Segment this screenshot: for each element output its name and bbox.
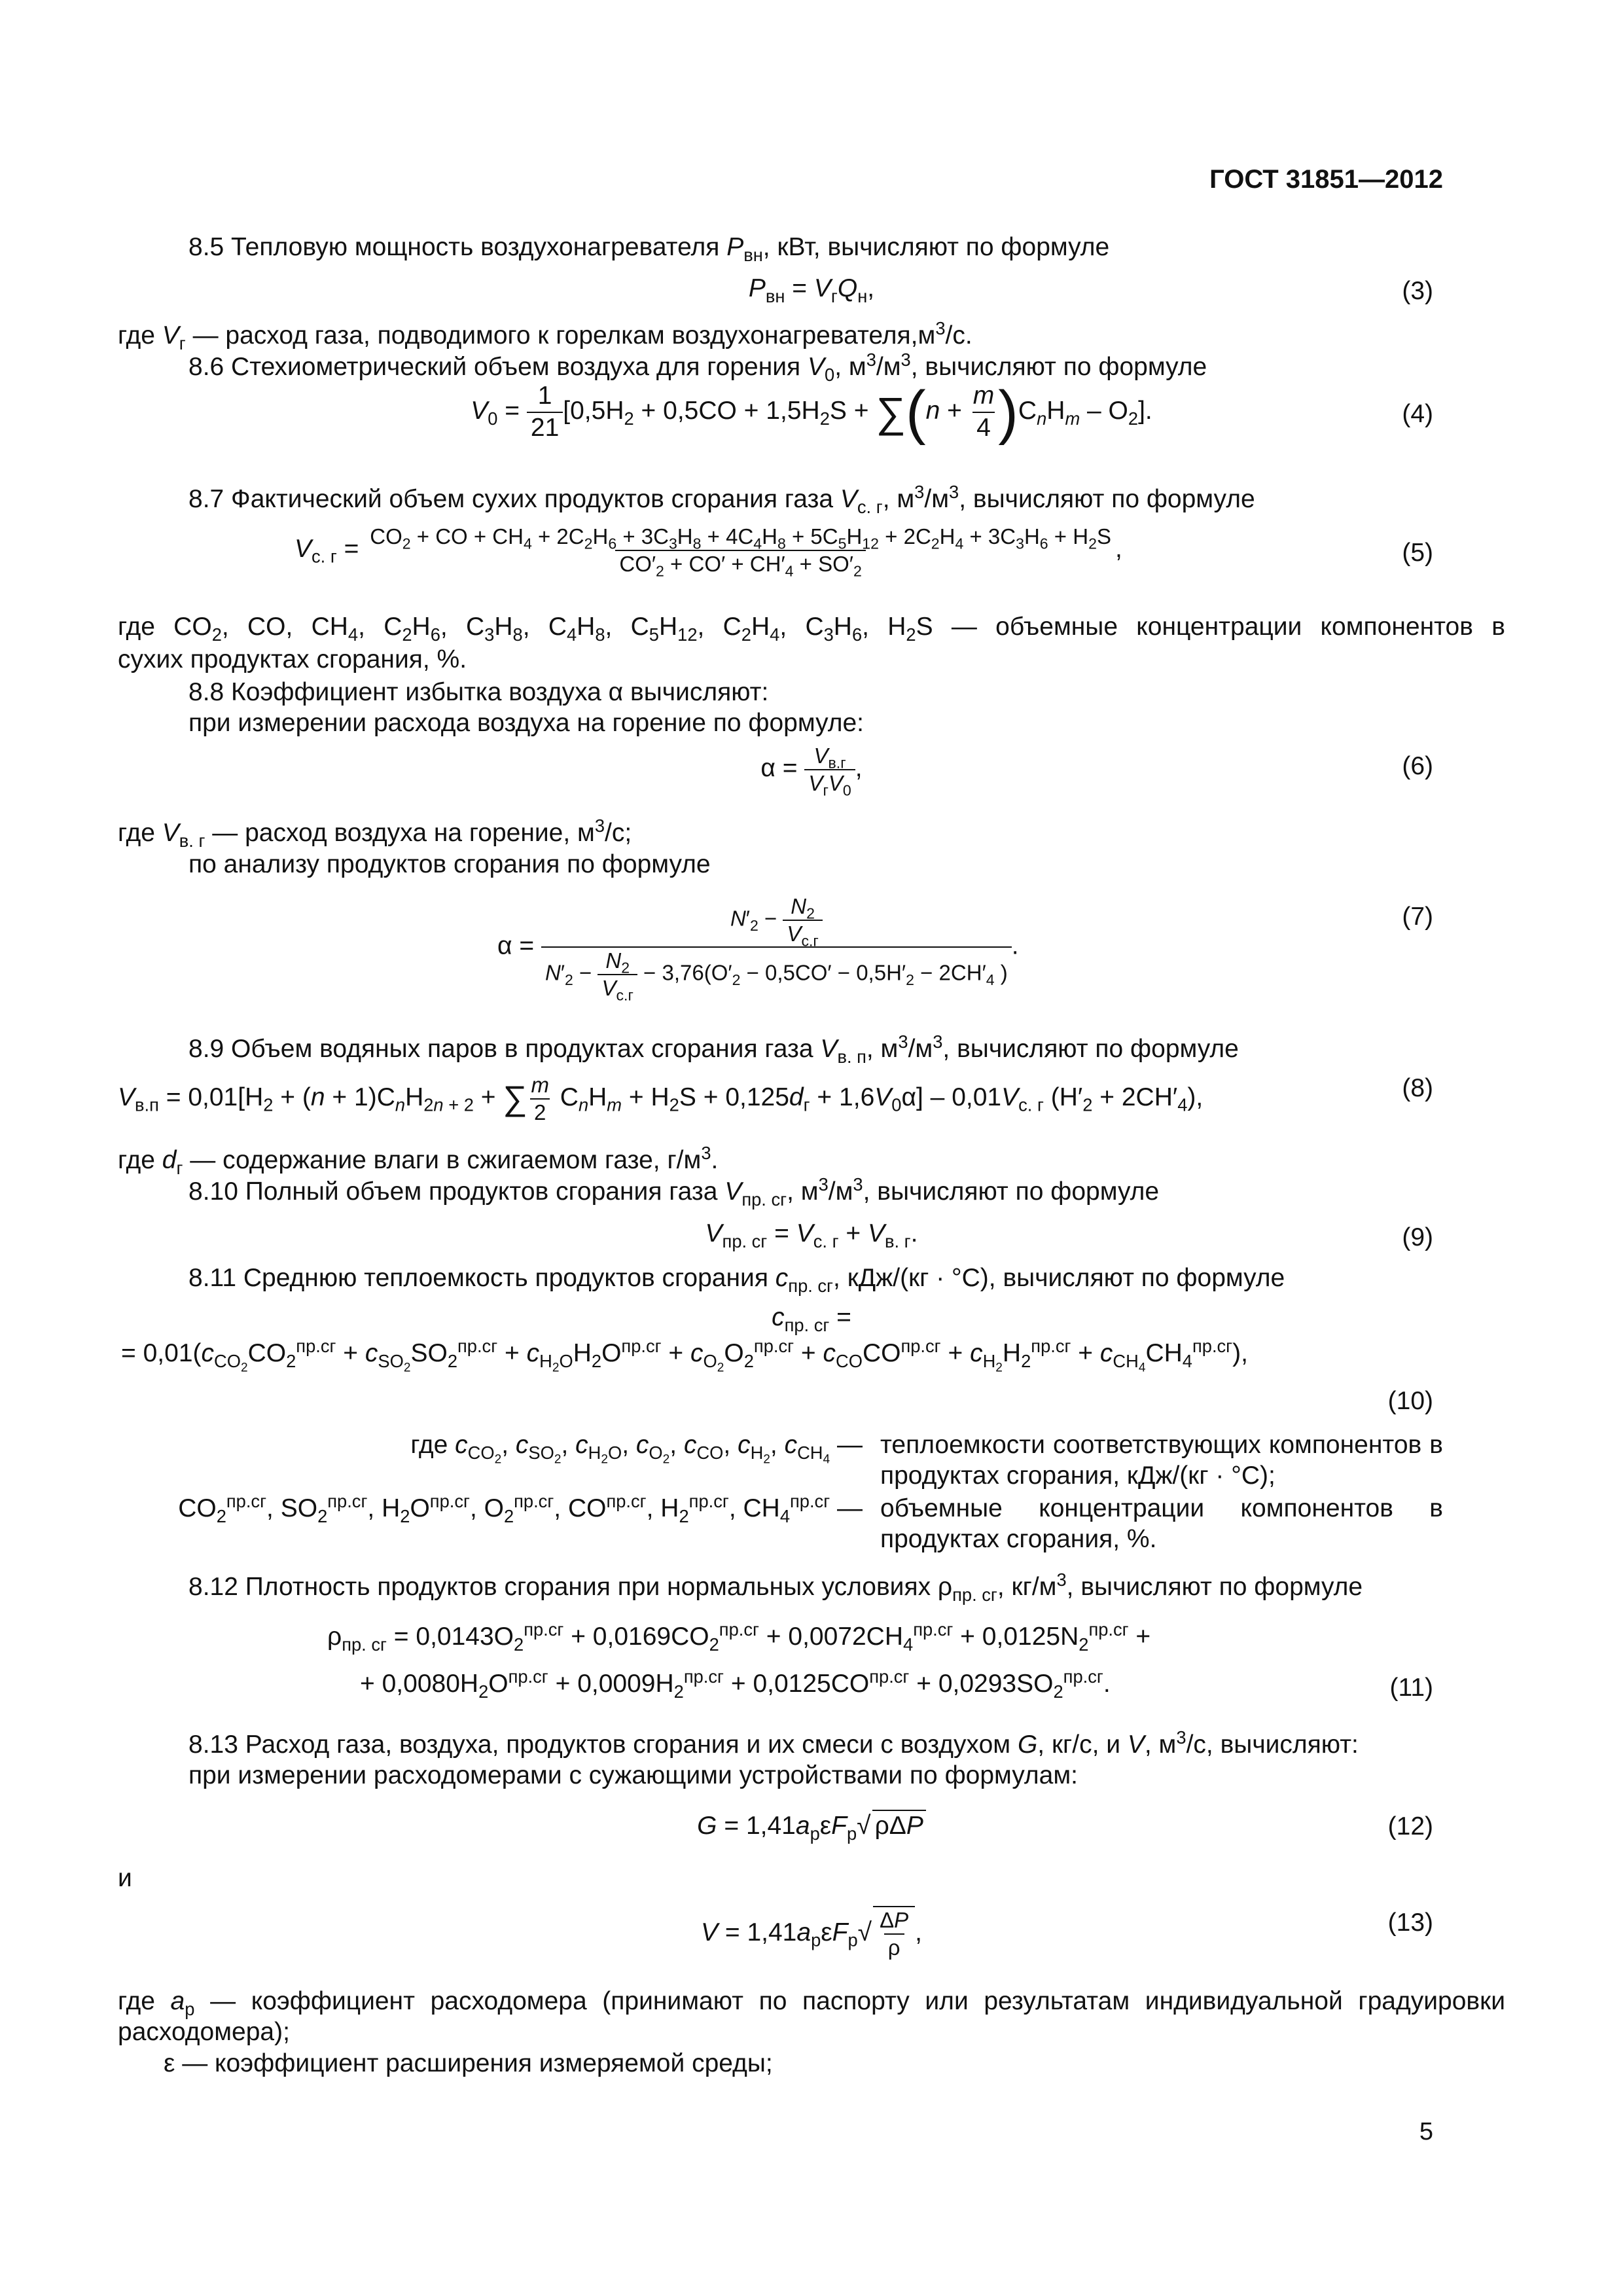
document-code: ГОСТ 31851—2012	[1209, 165, 1443, 194]
formula-4: $V_0$ = $\frac{1}{21}$ [$0,5H_2 + 0,5CO + 1,5H_2S + \sum(n$ + $\frac{m}{4}$ )$C_nH_m - O_2$].	[471, 378, 1152, 446]
equation-number-9: (9)	[1402, 1223, 1433, 1251]
where-5-line2: сухих продуктах сгорания, %.	[118, 645, 467, 673]
paragraph-8-13-b: при измерении расходомерами с сужающими устройствами по формулам:	[188, 1761, 1079, 1789]
definition-10-a-term: где $c_{CO_2}$, $c_{SO_2}$, $c_{H_2O}$, $c_{O_2}$, $c_{CO}$, $c_{H_2}$, $c_{CH_4}$ —	[410, 1431, 863, 1467]
formula-11-a: $\rho_{пр. сг} = 0,0143O_2^{пр.сг} + 0,0169CO_2^{пр.сг} + 0,0072CH_4^{пр.сг} + 0,0125N_2^{пр.сг}$ +	[327, 1619, 1151, 1655]
where-5-line1: где $CO_2$, CO, $CH_4$, $C_2H_6$, $C_3H_8$, $C_4H_8$, $C_5H_{12}$, $C_2H_4$, $C_3H_6$, $H_2S$ — объемные концентрации компонентов в	[118, 613, 1505, 645]
equation-number-11: (11)	[1389, 1674, 1433, 1702]
where-13-a: где $a_р$ — коэффициент расходомера (принимают по паспорту или результатам индивидуальной градуировки расходомера);	[118, 1987, 1505, 2046]
equation-number-7: (7)	[1402, 903, 1433, 931]
page-number: 5	[1419, 2118, 1433, 2145]
definition-10-a-text: теплоемкости соответствующих компонентов в продуктах сгорания, кДж/(кг · °С);	[880, 1431, 1443, 1490]
equation-number-5: (5)	[1402, 539, 1433, 567]
paragraph-8-9: 8.9 Объем водяных паров в продуктах сгорания газа $V_{в. п}$, $м^3/м^3$, вычисляют по формуле	[188, 1031, 1239, 1067]
paragraph-8-11: 8.11 Среднюю теплоемкость продуктов сгорания $c_{пр. сг}$, кДж/(кг · °С), вычисляют по формуле	[188, 1264, 1285, 1296]
definition-10-b-term: $CO_2^{пр.сг}$, $SO_2^{пр.сг}$, $H_2O^{пр.сг}$, $O_2^{пр.сг}$, $CO^{пр.сг}$, $H_2^{пр.сг}$, $CH_4^{пр.сг}$ —	[178, 1491, 863, 1526]
equation-number-8: (8)	[1402, 1074, 1433, 1102]
paragraph-8-10: 8.10 Полный объем продуктов сгорания газа $V_{пр. сг}$, $м^3/м^3$, вычисляют по формуле	[188, 1174, 1160, 1210]
where-13-b: ε — коэффициент расширения измеряемой среды;	[164, 2049, 773, 2077]
where-6: где $V_{в. г}$ — расход воздуха на горение, $м^3/с$;	[118, 816, 632, 851]
formula-13: $V = 1,41a_р\varepsilon F_р√$ $\frac{\Delta P}{\rho}$ ,	[0, 1906, 1623, 1960]
where-3: где $V_г$ — расход газа, подводимого к горелкам $воздухонагревателя,м^3/с$.	[118, 318, 972, 353]
paragraph-8-8-c: по анализу продуктов сгорания по формуле	[188, 850, 711, 878]
formula-7: α = $N'_2$ − $\frac{N_2}{V_{с.г}}$ $N'_2$ − $\frac{N_2}{V_{с.г}}$ − $3,76(O'_2 - 0,5CO' - 0,5H'_2 - 2CH'_4$ ) .	[497, 894, 1019, 1004]
paragraph-8-8-b: при измерении расхода воздуха на горение по формуле:	[188, 709, 865, 737]
where-8: где $d_г$ — содержание влаги в сжигаемом газе, $г/м^3$.	[118, 1143, 719, 1178]
definition-10-b-text: объемные концентрации компонентов в продуктах сгорания, %.	[880, 1494, 1443, 1553]
equation-number-12: (12)	[1387, 1812, 1433, 1840]
formula-12: $G = 1,41a_р\varepsilon F_р√$ ρΔP	[0, 1810, 1623, 1842]
paragraph-8-6: 8.6 Стехиометрический объем воздуха для горения $V_0$, $м^3/м^3$, вычисляют по формуле	[188, 350, 1207, 385]
equation-number-3: (3)	[1402, 277, 1433, 305]
formula-10-a: $c_{пр. сг}$ =	[772, 1303, 851, 1335]
paragraph-8-13: 8.13 Расход газа, воздуха, продуктов сгорания и их смеси с воздухом G, кг/с, и V, $м^3/с$, вычисляют:	[188, 1727, 1359, 1759]
formula-10-b: = $0,01(c_{CO_2}CO_2^{пр.сг} + c_{SO_2}SO_2^{пр.сг} + c_{H_2O}H_2O^{пр.сг} + c_{O_2}O_2^{пр.сг} + c_{CO}CO^{пр.сг} + c_{H_2}H_2^{пр.сг} + c_{CH_4}CH_4^{пр.сг})$,	[121, 1336, 1248, 1375]
formula-9: $V_{пр. сг} = V_{с. г} + V_{в. г}$.	[705, 1219, 918, 1251]
formula-6: α = $\frac{V_{в.г}}{V_гV_0}$ ,	[760, 744, 863, 799]
paragraph-8-12: 8.12 Плотность продуктов сгорания при нормальных условиях $\rho_{пр. сг}$, $кг/м^3$, вычисляют по формуле	[188, 1570, 1363, 1605]
formula-11-b: + $0,0080H_2O^{пр.сг} + 0,0009H_2^{пр.сг} + 0,0125CO^{пр.сг} + 0,0293SO_2^{пр.сг}$.	[360, 1666, 1111, 1702]
formula-5: $V_{с. г}$ = $CO_2$ + CO + $CH_4 + 2C_2H_6 + 3C_3H_8 + 4C_4H_8 + 5C_5H_{12} + 2C_2H_4 + 3C_3H_6 + H_2S$ $CO'_2 + CO' + CH'_4 + SO'_2$ ,	[294, 524, 1122, 580]
paragraph-8-7: 8.7 Фактический объем сухих продуктов сгорания газа $V_{с. г}$, $м^3/м^3$, вычисляют по формуле	[188, 482, 1255, 517]
formula-8: $V_{в.п} = 0,01[H_2 + (n + 1)C_nH_{2n + 2}$ + ∑ $\frac{m}{2}$ $C_nH_m + H_2S + 0,125d_г + 1,6V_0\alpha] - 0,01V_{с. г}$ $(H'_2 + 2CH'_4)$,	[118, 1073, 1204, 1124]
equation-number-6: (6)	[1402, 752, 1433, 780]
equation-number-4: (4)	[1402, 400, 1433, 428]
paragraph-8-5: 8.5 Тепловую мощность воздухонагревателя $P_{вн}$, кВт, вычисляют по формуле	[188, 233, 1110, 265]
equation-number-10: (10)	[1387, 1387, 1433, 1415]
equation-number-13: (13)	[1387, 1909, 1433, 1937]
paragraph-8-8: 8.8 Коэффициент избытка воздуха α вычисляют:	[188, 678, 769, 706]
word-and: и	[118, 1864, 132, 1892]
formula-3: $P_{вн} = V_гQ_н$,	[748, 274, 875, 306]
